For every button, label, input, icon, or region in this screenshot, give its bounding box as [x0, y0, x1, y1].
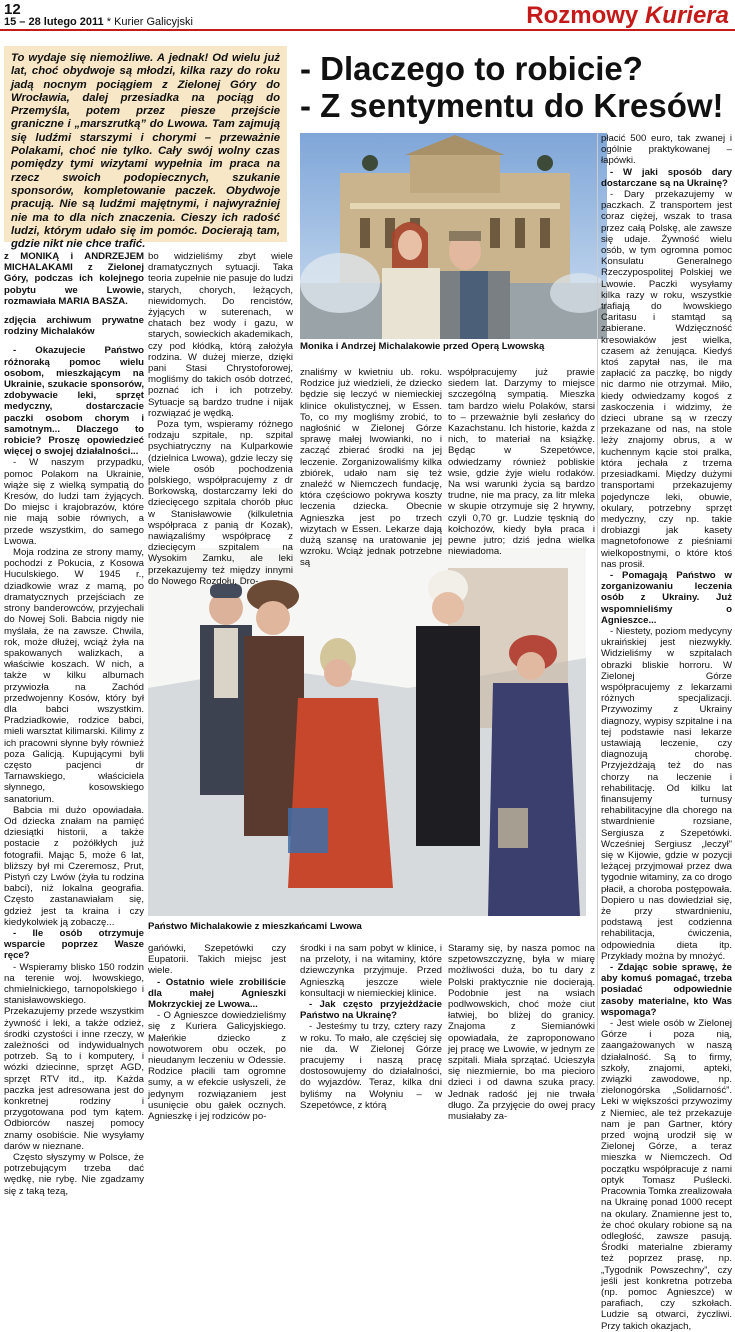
headline: [300, 50, 730, 124]
photo-credit: zdjęcia archiwum prywatne rodziny Michalaków: [4, 315, 144, 338]
paragraph: Często słyszymy w Polsce, że potrzebującym trzeba dać wędkę, nie rybę. Nie zgadzamy się z taką tezą,: [4, 1152, 144, 1197]
question: - Ile osób otrzymuje wsparcie poprzez Wasze ręce?: [4, 927, 144, 962]
paper-name: * Kurier Galicyjski: [106, 16, 193, 28]
answer: - W naszym przypadku, pomoc Polakom na Ukrainie, wiąże się z wielką sympatią do Kresów, do ludzi tam żyjących. Do miejsc i krajobrazów, które nie mają sobie równych, a przede wszystkim, do samego Lwowa.: [4, 457, 144, 547]
photo-opera-caption: Monika i Andrzej Michalakowie przed Operą Lwowską: [300, 341, 607, 352]
text-column-7: [300, 943, 442, 1111]
issue-date: [4, 16, 193, 28]
answer: - Jest wiele osób w Zielonej Górze i poza nią, zaangażowanych w naszą działalność. Są to firmy, szkoły, znajomi, apteki, związki zawodowe, np. zielonogórska „Solidarność”. Leki w większości przywozimy z Niemiec, ale też przekazuje nam je pan Gartner, który przed wojną urodził się w Zielonej Górze, a teraz mieszka w Niemczech. Od początku współpracuje z nami optyk Tomasz Puślecki. Pracownia Tomka zrealizowała na Ukrainę ponad 1000 recept na okulary. Znamienne jest to, że choć okulary robione są na odległość, zawsze pasują. Środki materialne zbieramy też poprzez prasę, np. „Tygodnik Powszechny”, czy jeśli jest konkretna potrzeba (np. pomoc Agnieszce) w parafiach, czy szkołach. Ludzie są otwarci, życzliwi. Przy takich okazjach,: [601, 1018, 732, 1332]
text-column-3: [300, 367, 442, 569]
question: - Okazujecie Państwo różnoraką pomoc wielu osobom, mieszkającym na Ukrainie, szukacie sponsorów, zdobywacie leki, sprzęt medyczny, dostarczacie paczki osobom chorym i samotnym... Dlaczego to robicie? Proszę opowiedzieć więcej o swojej działalności...: [4, 345, 144, 458]
answer: - O Agnieszce dowiedzieliśmy się z Kuriera Galicyjskiego. Małeńkie dziecko z nowotworem obu oczek, po nieudanym leczeniu w Odessie. Rodzice płacili tam ogromne sumy, a w efekcie usłyszeli, że jedynym rozwiązaniem jest usunięcie obu gałek ocznych. Agnieszkę i jej rodziców po-: [148, 1010, 286, 1123]
text-column-6: [148, 943, 286, 1122]
header-rule: [0, 29, 735, 31]
column-rule: [597, 133, 598, 1093]
paragraph: bo widzieliśmy zbyt wiele dramatycznych sytuacji. Taka teoria zupełnie nie pasuje do ludzi starych, chorych, leżących, niewidomych. Do rencistów, żyjących w suterenach, w chatach bez wody i gazu, w starych, sowieckich akademikach, czy pod kłódką, którą założyła rodzina. W dużej mierze, dzięki pani Stasi Chrystoforowej, mogliśmy do takich osób dotrzeć, poznać ich i ich potrzeby. Sytuacje są bardzo trudne i nijak rozwiązać je wędką.: [148, 251, 293, 419]
text-column-5: [601, 133, 732, 1332]
section-title-b: Kuriera: [644, 2, 729, 29]
page-number: 12: [4, 1, 21, 18]
answer: - Wspieramy blisko 150 rodzin na terenie woj. lwowskiego, chmielnickiego, tarnopolskiego i stanisławowskiego. Przekazujemy przede wszystkim żywność i leki, a także odzież, środki czystości i inne rzeczy, w zależności od indywidualnych potrzeb. Są to i komputery, i wózki dziecinne, sprzęt AGD, sprzęt RTV itd., itp. Każda paczka jest adresowana jest do konkretnej rodziny i przygotowana pod tym kątem. Odbiorców naszej pomocy znamy osobiście. Nie wysyłamy darów w nieznane.: [4, 961, 144, 1152]
paragraph: środki i na sam pobyt w klinice, i na przeloty, i na witaminy, które dziewczynka przyjmuje. Przed Agnieszką jeszcze wiele konsultacji w niemieckiej klinice.: [300, 943, 442, 999]
photo-group: [148, 548, 586, 916]
date-text: 15 – 28 lutego 2011: [4, 16, 104, 28]
photo-group-caption: Państwo Michalakowie z mieszkańcami Lwowa: [148, 921, 586, 932]
paragraph: Staramy się, by nasza pomoc na szpetowszczyznę, była w miarę możliwości duża, bo tu dary z Polski praktycznie nie docierają. Podobnie jest na wsiach podlwowskich, choć może ciut łatwiej, bo bliżej do granicy. Znajoma z Siemianówki opowiadała, że zaproponowano jej pracę we Lwowie, w jednym ze szpitali. Miała sprzątać. Ucieszyła się niezmiernie, bo ma piecioro dzieci i od dawna szuka pracy. Jednak radość jej nie trwała długo. Za przyjęcie do owej pracy musiałaby za-: [448, 943, 595, 1123]
question: - Pomagają Państwo w zorganizowaniu leczenia osób z Ukrainy. Już wspomnieliśmy o Agnieszce...: [601, 569, 732, 626]
photo-opera-image: [300, 133, 607, 339]
question: - Jak często przyjeżdżacie Państwo na Ukrainę?: [300, 999, 442, 1022]
text-column-4: [448, 367, 595, 557]
photo-group-image: [148, 548, 586, 916]
text-column-1: [4, 251, 144, 1197]
paragraph: Poza tym, wspieramy różnego rodzaju szpitale, np. szpital psychiatryczny na Kulparkowie (dzielnica Lwowa), gdzie leczy się wiele osób pochodzenia polskiego, współpracujemy z dr Borkowską, dostarczamy leki do dziecięcego szpitala chorób płuc w Stanisławowie (kilkuletnia współpraca z panią dr Kozak), nawiązaliśmy współpracę z dziecięcym szpitalem na Wysokim Zamku, ale leki przekazujemy też między innymi do Nowego Rozdołu, Dro-: [148, 419, 293, 587]
answer: - Dary przekazujemy w paczkach. Z transportem jest coraz ciężej, wszak to trasa przez całą Polskę, ale zawsze się udaje. Żywność wielu osób, w tym ogromna pomoc Konsulatu Generalnego Rzeczypospolitej Polskiej we Lwowie. Paczki wysyłamy kilka razy w roku, wszystkie trafiają do lwowskiego Caritasu i stamtąd są zabierane. Wdzięczność kresowiaków jest wielka, czasem aż żenująca. Kiedyś ktoś zapytał nas, ile ma zapłacić za paczkę, bo nigdy nic darmo nie otrzymał. Miło, kiedy odwiedzamy kogoś z zaskoczenia i widzimy, że dzieci ubrane są w rzeczy przekazane od nas, na stole leży znajomy obrus, a w kuchennym kącie stoi pralka, która jechała z trzema przesiadkami. Między dużymi transportami przekazujemy pojedyncze leki, obuwie, okulary, potrzebny sprzęt medyczny, czy np. takie drobiazgi jak kasety magnetofonowe z pieśniami wielkopostnymi, o które ktoś nas prosił.: [601, 189, 732, 570]
intro-text: To wydaje się niemożliwe. A jednak! Od wielu już lat, choć obydwoje są młodzi, kilka razy do roku jadą nocnym pociągiem z Zielonej Góry do Wrocławia, dalej przesiadka na pociąg do Przemyśla, potem przez piesze przejście graniczne i „marszrutką” do Lwowa. Tam zajmują się ludźmi starszymi i chorymi – przeważnie Polakami, choć nie tylko. Cały swój wolny czas pomiędzy tymi wizytami wypełnia im praca na rzecz swoich podopiecznych, szukanie sponsorów, kompletowanie paczek. Obydwoje pracują. Nie są ludźmi majętnymi, i najwyraźniej nie ma to dla nich znaczenia. Cieszy ich radość ludzi, którym udało się im pomóc. Docierają tam, gdzie nikt nie chce trafić.: [11, 52, 280, 251]
paragraph: znaliśmy w kwietniu ub. roku. Rodzice już wiedzieli, że dziecko będzie się leczyć w niemieckiej klinice okulistycznej, w Essen. To, co my mogliśmy zrobić, to nagłośnić w Zielonej Górze sprawę małej lwowianki, no i zacząć zbierać środki na jej leczenie. Zorganizowaliśmy kilka zbiórek, udało nam się też znaleźć w Niemczech fundację, która częściowo pokrywa koszty leczenia dziecka. Obecnie Agnieszka jest po trzech wizytach w Essen. Lekarze dają dużą szansę na uratowanie jej wzroku. Wciąż jednak potrzebne są: [300, 367, 442, 569]
byline: z MONIKĄ i ANDRZEJEM MICHALAKAMI z Zielonej Góry, podczas ich kolejnego pobytu we Lwowie, rozmawiała MARIA BASZA.: [4, 251, 144, 307]
photo-opera: [300, 133, 607, 339]
section-title-a: Rozmowy: [526, 2, 639, 29]
question: - Ostatnio wiele zrobiliście dla małej Agnieszki Mokrzyckiej ze Lwowa...: [148, 976, 286, 1011]
headline-line-2: - Z sentymentu do Kresów!: [300, 87, 724, 124]
paragraph: gańówki, Szepetówki czy Eupatorii. Takich miejsc jest wiele.: [148, 943, 286, 977]
intro-box: [4, 46, 287, 251]
question: - Zdając sobie sprawę, że aby komuś pomagać, trzeba posiadać odpowiednie zasoby materialne, kto Was wspomaga?: [601, 962, 732, 1018]
paragraph: Babcia mi dużo opowiadała. Od dziecka znałam na pamięć dziesiątki historii, a także postacie z pożółkłych już fotografii. Mając 5, może 6 lat, bliższy był mi Czeremosz, Prut, Pistyń czy Lwów (żyła tu rodzina babci), niż lokalna geografia. Często zastanawiałam się, gdzież jest ta kraina i czy kiedykolwiek ją zobaczę...: [4, 804, 144, 928]
answer: - Jesteśmy tu trzy, cztery razy w roku. To mało, ale częściej się nie da. W Zielonej Górze pracujemy i naszą pracę dostosowujemy do działalności, do wyjazdów. Teraz, kilka dni byliśmy na Wołyniu – w Szepetówce, z którą: [300, 1021, 442, 1111]
text-column-2: [148, 251, 293, 587]
paragraph: współpracujemy już prawie siedem lat. Darzymy to miejsce szczególną sympatią. Mieszka tam bardzo wielu Polaków, starsi to – przeważnie byli zesłańcy do Kazachstanu. Ich historie, każda z nich, to materiał na książkę. Będąc w Szepetówce, odwiedzamy również pobliskie wsie, gdzie żyje wielu rodaków. Na wsi warunki życia są bardzo trudne, nie ma pracy, za litr mleka w skupie otrzymuje się 2 hrywny, czyli 0,70 gr. Ludzie tęsknią do kołchozów, kiedy była praca i pewne jutro; dziś jedna wielka niewiadoma.: [448, 367, 595, 558]
section-title: [526, 2, 729, 30]
paragraph: Moja rodzina ze strony mamy, pochodzi z Pokucia, z Kosowa Huculskiego. W 1945 r., dziadkowie wraz z mamą, po dramatycznych przejściach ze strony banderowców, przyjechali do Nowej Soli. Babcia nigdy nie myślała, że na zawsze. Chwila, rok, może dłużej, wciąż żyła na spakowanych walizkach, a właściwie koszach. W nich, a także w kilku albumach przywiozła na Zachód przedwojenny Kosów, który był dla babci wszystkim. Pradziadkowie, rodzice babci, mieli warsztat kilimarski. Kilimy z ich pracowni słynne były również poza Galicją. Kupującymi byli często pacjenci dr Tarnawskiego, właściciela słynnego, kosowskiego sanatorium.: [4, 547, 144, 805]
paragraph: płacić 500 euro, tak zwanej i ogólnie praktykowanej – łapówki.: [601, 133, 732, 167]
text-column-8: [448, 943, 595, 1122]
answer: - Niestety, poziom medycyny ukraińskiej jest niezwykły. Widzieliśmy w szpitalach obrazki bliskie horroru. W Zielonej Górze współpracujemy z lekarzami różnych specjalizacji. Przywozimy z Ukrainy diagnozy, wypisy szpitalne i na tej podstawie nasi lekarze ustawiają leczenie, czy diagnozują chorobę. Przyjeżdżają też do nas chorzy na leczenie i rehabilitację. Od kilku lat finansujemy turnusy rehabilitacyjne dla chorego na stwardnienie rozsiane, Sergiusza z Szepetówki. Wcześniej Sergiusz „leczył” się w Kijowie, gdzie w pozycji leżącej przyjmował przez dwa tygodnie witaminy, za co drogo płacił, a choroba postępowała. Dopiero u nas dowiedział się, że przy stwardnieniu, podstawą jest codzienna rehabilitacja, ćwiczenia, odpowiednia dieta itp. Przykłady można by mnożyć.: [601, 625, 733, 962]
headline-line-1: - Dlaczego to robicie?: [300, 50, 643, 87]
question: - W jaki sposób dary dostarczane są na Ukrainę?: [601, 166, 732, 189]
